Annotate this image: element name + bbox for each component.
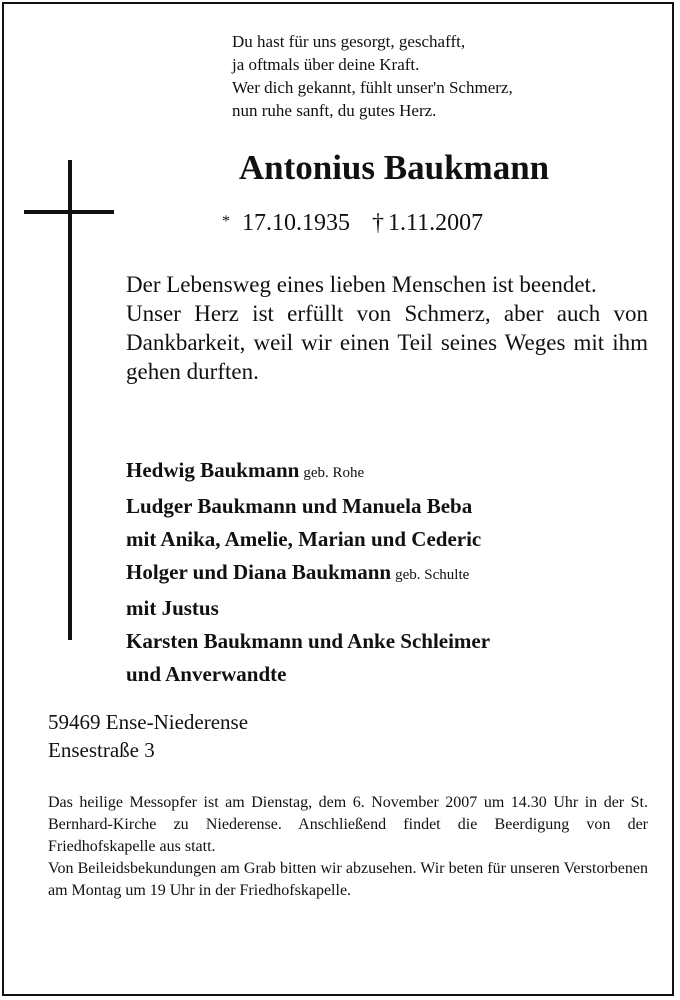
family-list (126, 454, 656, 691)
death-dagger-icon: † (372, 210, 384, 236)
cross-horizontal-bar (24, 210, 114, 214)
family-line (126, 556, 656, 592)
service-paragraph: Von Beileidsbekundungen am Grab bitten wir abzusehen. Wir beten für unseren Verstorbenen am Montag um 19 Uhr in der Friedhofskapelle. (48, 860, 648, 899)
maiden-name: geb. Schulte (395, 567, 470, 583)
family-line: Ludger Baukmann und Manuela Beba (126, 494, 473, 518)
family-line: und Anverwandte (126, 662, 287, 686)
family-member: Holger und Diana Baukmann (126, 560, 392, 584)
main-paragraph: Unser Herz ist erfüllt von Schmerz, aber auch von Dankbarkeit, weil wir einen Teil seines Weges mit ihm gehen durften. (126, 301, 648, 384)
main-paragraph: Der Lebensweg eines lieben Menschen ist beendet. (126, 272, 597, 297)
family-line: Karsten Baukmann und Anke Schleimer (126, 629, 491, 653)
family-line (126, 454, 656, 490)
poem-line: nun ruhe sanft, du gutes Herz. (232, 101, 437, 120)
obituary-notice (2, 2, 674, 996)
address-street: Ensestraße 3 (48, 738, 155, 762)
life-dates (222, 210, 483, 237)
deceased-name: Antonius Baukmann (238, 148, 550, 187)
birth-star-icon: * (222, 213, 230, 230)
poem (232, 30, 652, 122)
maiden-name: geb. Rohe (303, 465, 365, 481)
family-member: Hedwig Baukmann (126, 458, 300, 482)
address (48, 708, 248, 764)
poem-line: Du hast für uns gesorgt, geschafft, (232, 32, 466, 51)
family-line: mit Anika, Amelie, Marian und Cederic (126, 527, 482, 551)
poem-line: Wer dich gekannt, fühlt unser'n Schmerz, (232, 78, 513, 97)
birth-date: 17.10.1935 (242, 210, 350, 236)
family-line: mit Justus (126, 596, 219, 620)
death-date: 1.11.2007 (388, 210, 484, 236)
cross-vertical-bar (68, 160, 72, 640)
poem-line: ja oftmals über deine Kraft. (232, 55, 420, 74)
address-city: 59469 Ense-Niederense (48, 710, 249, 734)
service-paragraph: Das heilige Messopfer ist am Dienstag, dem 6. November 2007 um 14.30 Uhr in der St. Bernhard-Kirche zu Niederense. Anschließend findet die Beerdigung von der Friedhofskapelle aus statt. (48, 794, 648, 855)
service-info (48, 792, 648, 902)
main-text (126, 270, 648, 386)
